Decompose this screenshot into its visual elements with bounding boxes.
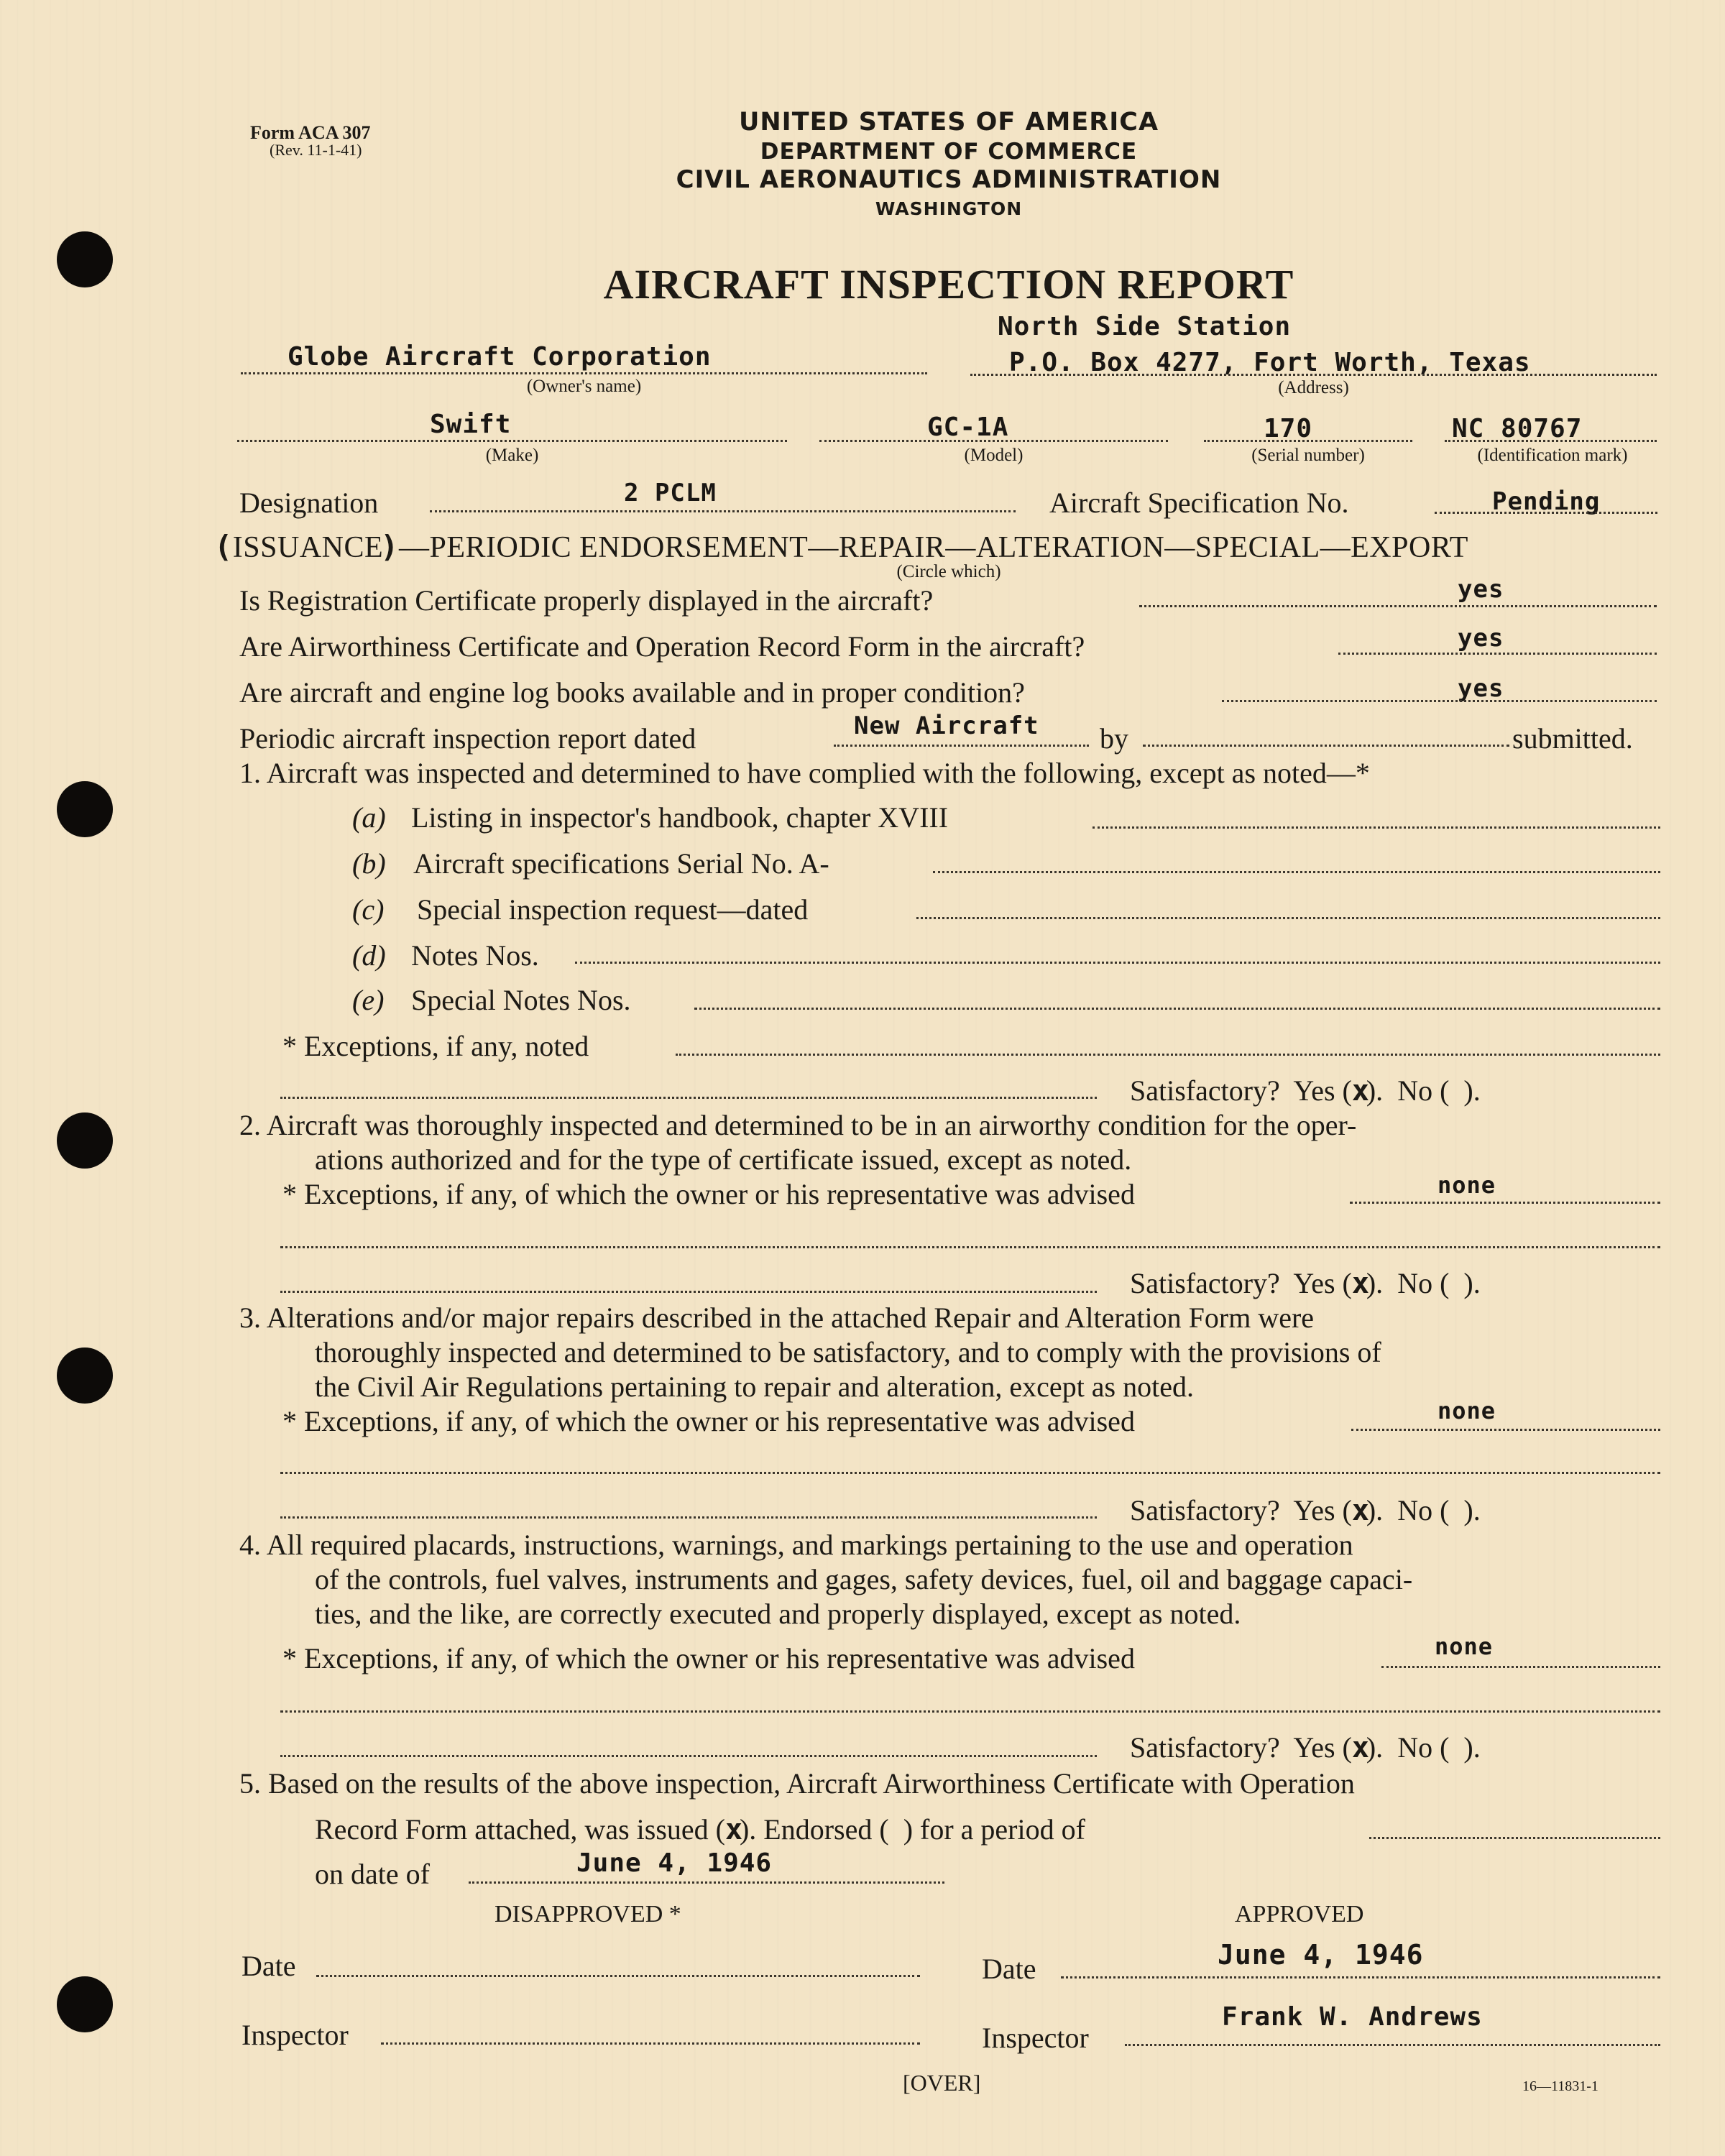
purpose-periodic-endorsement[interactable]: PERIODIC ENDORSEMENT bbox=[429, 531, 809, 564]
model-line bbox=[819, 440, 1168, 442]
section5-date-line bbox=[469, 1881, 944, 1884]
approved-inspector-label: Inspector bbox=[982, 2022, 1089, 2054]
disapproved-date-label: Date bbox=[242, 1950, 296, 1982]
punch-hole bbox=[57, 1976, 113, 2032]
section2-exceptions-line bbox=[1350, 1202, 1660, 1204]
question-registration-answer[interactable]: yes bbox=[1458, 575, 1504, 604]
section1-yes-checkbox[interactable]: x bbox=[1351, 1074, 1369, 1107]
header-city: WASHINGTON bbox=[875, 198, 1023, 219]
section2-exceptions-label: * Exceptions, if any, of which the owner or his representative was advised bbox=[282, 1178, 1135, 1210]
purpose-issuance[interactable]: ISSUANCE bbox=[232, 531, 384, 564]
question-airworthiness-line bbox=[1338, 653, 1657, 655]
disapproved-inspector-label: Inspector bbox=[242, 2019, 349, 2051]
section1-item-c-line[interactable] bbox=[916, 917, 1660, 919]
section2-exceptions-line2[interactable] bbox=[280, 1246, 1660, 1248]
section1-item-a-letter: (a) bbox=[352, 801, 386, 834]
section4-exceptions-label: * Exceptions, if any, of which the owner or his representative was advised bbox=[282, 1642, 1135, 1674]
section1-item-a-line[interactable] bbox=[1092, 826, 1660, 829]
spec-value[interactable]: Pending bbox=[1492, 487, 1601, 516]
address-value[interactable]: P.O. Box 4277, Fort Worth, Texas bbox=[1009, 348, 1531, 377]
address-line1-value[interactable]: North Side Station bbox=[998, 312, 1292, 341]
question-airworthiness-label: Are Airworthiness Certificate and Operation Record Form in the aircraft? bbox=[239, 630, 1085, 663]
section3-exceptions-line3[interactable] bbox=[280, 1516, 1097, 1519]
over-indicator: [OVER] bbox=[903, 2070, 981, 2096]
purpose-alteration[interactable]: ALTERATION bbox=[975, 531, 1165, 564]
section2-line2: ations authorized and for the type of certificate issued, except as noted. bbox=[315, 1143, 1132, 1176]
section3-satisfactory: Satisfactory? Yes (x). No ( ). bbox=[1130, 1494, 1481, 1527]
make-value[interactable]: Swift bbox=[430, 410, 512, 439]
purpose-options: (ISSUANCE)—PERIODIC ENDORSEMENT—REPAIR—ALTERATION—SPECIAL—EXPORT bbox=[214, 529, 1468, 564]
model-caption: (Model) bbox=[964, 446, 1024, 465]
section1-exceptions-line[interactable] bbox=[676, 1054, 1660, 1056]
section5-date-value[interactable]: June 4, 1946 bbox=[576, 1848, 773, 1878]
section3-line1: 3. Alterations and/or major repairs described in the attached Repair and Alteration Form were bbox=[239, 1302, 1315, 1334]
section4-satisfactory: Satisfactory? Yes (x). No ( ). bbox=[1130, 1731, 1481, 1764]
section4-line3: ties, and the like, are correctly executed and properly displayed, except as noted. bbox=[315, 1598, 1241, 1630]
punch-hole bbox=[57, 1112, 113, 1169]
designation-label: Designation bbox=[239, 487, 379, 519]
owner-name-line bbox=[241, 372, 927, 374]
purpose-caption: (Circle which) bbox=[896, 562, 1001, 581]
approved-inspector-value[interactable]: Frank W. Andrews bbox=[1222, 2002, 1483, 2032]
header-country: UNITED STATES OF AMERICA bbox=[738, 108, 1159, 137]
section1-item-d-label: Notes Nos. bbox=[411, 939, 539, 972]
section1-item-d-letter: (d) bbox=[352, 939, 386, 972]
purpose-repair[interactable]: REPAIR bbox=[838, 531, 946, 564]
identification-mark-line bbox=[1445, 440, 1657, 442]
section3-line2: thoroughly inspected and determined to be satisfactory, and to comply with the provisions of bbox=[315, 1336, 1381, 1368]
section1-item-a-label: Listing in inspector's handbook, chapter XVIII bbox=[411, 801, 949, 834]
periodic-by-line[interactable] bbox=[1143, 745, 1509, 747]
section2-yes-checkbox[interactable]: x bbox=[1351, 1267, 1369, 1300]
question-logbooks-answer[interactable]: yes bbox=[1458, 674, 1504, 703]
section5-issued-row: Record Form attached, was issued (x). Endorsed ( ) for a period of bbox=[315, 1813, 1085, 1846]
periodic-by-label: by bbox=[1100, 722, 1128, 755]
section4-exceptions-value[interactable]: none bbox=[1435, 1633, 1494, 1660]
section1-text: 1. Aircraft was inspected and determined to have complied with the following, except as noted—* bbox=[239, 757, 1370, 789]
header-department: DEPARTMENT OF COMMERCE bbox=[760, 139, 1138, 165]
circle-mark-open: ( bbox=[214, 529, 233, 564]
page-title: AIRCRAFT INSPECTION REPORT bbox=[603, 261, 1294, 308]
section1-item-c-label: Special inspection request—dated bbox=[417, 893, 809, 926]
question-logbooks-label: Are aircraft and engine log books available and in proper condition? bbox=[239, 676, 1025, 709]
header-agency: CIVIL AERONAUTICS ADMINISTRATION bbox=[676, 165, 1222, 194]
section1-item-b-letter: (b) bbox=[352, 847, 386, 880]
approved-date-line bbox=[1061, 1976, 1660, 1978]
identification-mark-caption: (Identification mark) bbox=[1477, 446, 1628, 465]
periodic-suffix: submitted. bbox=[1512, 722, 1633, 755]
model-value[interactable]: GC-1A bbox=[927, 413, 1009, 442]
issued-checkbox[interactable]: x bbox=[724, 1813, 743, 1846]
section3-exceptions-line2[interactable] bbox=[280, 1472, 1660, 1474]
section1-exceptions-line2[interactable] bbox=[280, 1097, 1097, 1099]
punch-hole bbox=[57, 1348, 113, 1404]
period-line[interactable] bbox=[1369, 1837, 1660, 1839]
section2-satisfactory: Satisfactory? Yes (x). No ( ). bbox=[1130, 1267, 1481, 1300]
section2-exceptions-line3[interactable] bbox=[280, 1291, 1097, 1293]
section2-line1: 2. Aircraft was thoroughly inspected and determined to be in an airworthy condition for the oper- bbox=[239, 1109, 1357, 1141]
serial-number-line bbox=[1204, 440, 1412, 442]
question-logbooks-line bbox=[1222, 700, 1657, 702]
section4-exceptions-line3[interactable] bbox=[280, 1755, 1097, 1757]
section3-exceptions-value[interactable]: none bbox=[1438, 1397, 1496, 1424]
section4-exceptions-line bbox=[1381, 1666, 1660, 1668]
section4-yes-checkbox[interactable]: x bbox=[1351, 1731, 1369, 1764]
approved-inspector-line bbox=[1125, 2044, 1660, 2046]
identification-mark-value[interactable]: NC 80767 bbox=[1452, 414, 1583, 443]
circle-mark-close: ) bbox=[380, 529, 399, 564]
approved-heading: APPROVED bbox=[1235, 1901, 1364, 1927]
section1-item-e-label: Special Notes Nos. bbox=[411, 984, 631, 1016]
question-registration-line bbox=[1139, 605, 1657, 607]
disapproved-heading: DISAPPROVED * bbox=[494, 1901, 681, 1927]
designation-value[interactable]: 2 PCLM bbox=[624, 479, 717, 507]
punch-hole bbox=[57, 781, 113, 837]
owner-name-caption: (Owner's name) bbox=[526, 377, 642, 396]
section5-line1: 5. Based on the results of the above inspection, Aircraft Airworthiness Certificate with Operation bbox=[239, 1767, 1355, 1800]
disapproved-inspector-line[interactable] bbox=[381, 2042, 920, 2045]
section1-satisfactory: Satisfactory? Yes (x). No ( ). bbox=[1130, 1074, 1481, 1107]
serial-number-value[interactable]: 170 bbox=[1264, 414, 1313, 443]
section1-item-b-label: Aircraft specifications Serial No. A- bbox=[413, 847, 829, 880]
section3-yes-checkbox[interactable]: x bbox=[1351, 1494, 1369, 1527]
section5-date-label: on date of bbox=[315, 1858, 430, 1890]
section3-exceptions-label: * Exceptions, if any, of which the owner or his representative was advised bbox=[282, 1405, 1135, 1437]
print-code: 16—11831-1 bbox=[1522, 2078, 1598, 2094]
section4-line1: 4. All required placards, instructions, warnings, and markings pertaining to the use and operation bbox=[239, 1529, 1353, 1561]
section3-exceptions-line bbox=[1351, 1429, 1660, 1431]
make-line bbox=[237, 440, 787, 442]
section4-line2: of the controls, fuel valves, instruments and gages, safety devices, fuel, oil and baggage capaci- bbox=[315, 1563, 1413, 1595]
section1-item-b-line[interactable] bbox=[933, 871, 1660, 873]
section1-item-e-letter: (e) bbox=[352, 984, 385, 1016]
make-caption: (Make) bbox=[485, 446, 539, 465]
owner-name-value[interactable]: Globe Aircraft Corporation bbox=[288, 342, 712, 372]
periodic-label: Periodic aircraft inspection report dated bbox=[239, 722, 696, 755]
section1-exceptions-label: * Exceptions, if any, noted bbox=[282, 1030, 589, 1062]
section1-item-c-letter: (c) bbox=[352, 893, 385, 926]
periodic-dated-value[interactable]: New Aircraft bbox=[854, 711, 1039, 740]
section2-exceptions-value[interactable]: none bbox=[1438, 1171, 1496, 1199]
question-registration-label: Is Registration Certificate properly displayed in the aircraft? bbox=[239, 584, 934, 617]
section3-line3: the Civil Air Regulations pertaining to repair and alteration, except as noted. bbox=[315, 1370, 1194, 1403]
question-airworthiness-answer[interactable]: yes bbox=[1458, 624, 1504, 653]
section4-exceptions-line2[interactable] bbox=[280, 1710, 1660, 1713]
address-caption: (Address) bbox=[1278, 378, 1349, 397]
form-number: Form ACA 307 bbox=[250, 122, 371, 143]
serial-number-caption: (Serial number) bbox=[1251, 446, 1365, 465]
purpose-export[interactable]: EXPORT bbox=[1351, 531, 1468, 564]
section1-item-e-line[interactable] bbox=[694, 1008, 1660, 1010]
address-line bbox=[970, 374, 1657, 376]
form-revision: (Rev. 11-1-41) bbox=[270, 141, 362, 159]
section1-item-d-line[interactable] bbox=[575, 962, 1660, 964]
spec-label: Aircraft Specification No. bbox=[1049, 487, 1349, 519]
approved-date-label: Date bbox=[982, 1953, 1036, 1985]
approved-date-value[interactable]: June 4, 1946 bbox=[1218, 1939, 1424, 1971]
disapproved-date-line[interactable] bbox=[316, 1975, 920, 1977]
purpose-special[interactable]: SPECIAL bbox=[1195, 531, 1320, 564]
designation-line bbox=[430, 510, 1016, 512]
periodic-dated-line bbox=[834, 745, 1089, 747]
spec-line bbox=[1435, 512, 1657, 514]
